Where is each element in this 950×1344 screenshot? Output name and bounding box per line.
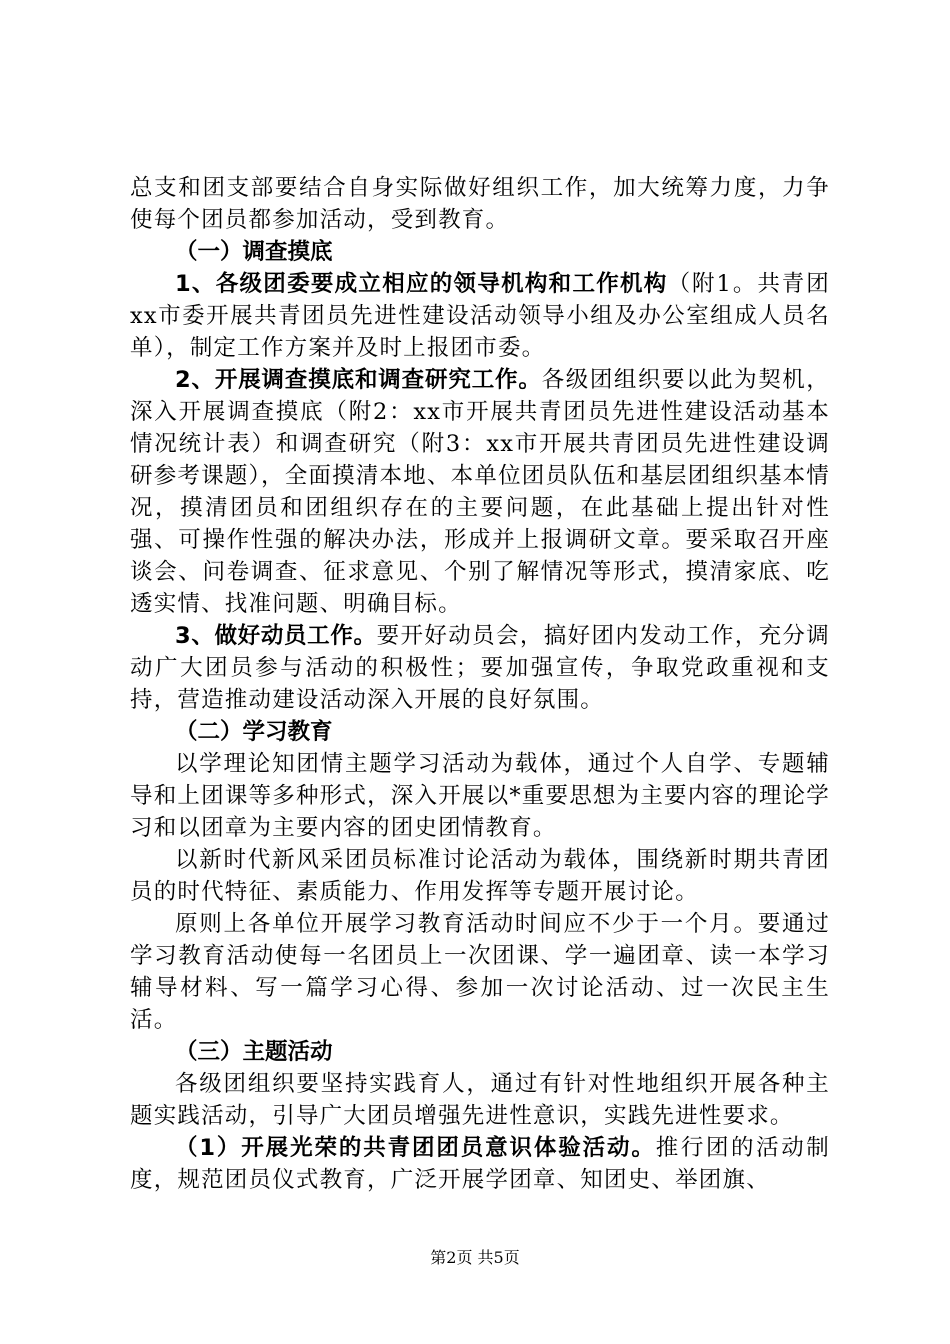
activity-1-title: （1）开展光荣的共青团团员意识体验活动。 xyxy=(175,1135,656,1161)
page-number-footer: 第2页 共5页 xyxy=(430,1248,520,1267)
paragraph-activities-intro: 各级团组织要坚持实践育人，通过有针对性地组织开展各种主题实践活动，引导广大团员增强先进性意识，实践先进性要求。 xyxy=(130,1071,830,1129)
paragraph-mobilization xyxy=(130,620,830,716)
paragraph-study-discussion: 以新时代新风采团员标准讨论活动为载体，围绕新时期共青团员的时代特征、素质能力、作用发挥等专题开展讨论。 xyxy=(130,847,830,905)
paragraph-activity-1 xyxy=(130,1132,830,1196)
document-body xyxy=(130,172,830,1196)
section-heading-activities: （三）主题活动 xyxy=(175,1039,333,1065)
item-2-text: 各级团组织要以此为契机，深入开展调查摸底（附2：xx市开展共青团员先进性建设活动基本情况统计表）和调查研究（附3：xx市开展共青团员先进性建设调研参考课题），全面摸清本地、本单位团员队伍和基层团组织基本情况，摸清团员和团组织存在的主要问题，在此基础上提出针对性强、可操作性强的解决办法，形成并上报调研文章。要采取召开座谈会、问卷调查、征求意见、个别了解情况等形式，摸清家底、吃透实情、找准问题、明确目标。 xyxy=(130,367,830,617)
paragraph-intro: 总支和团支部要结合自身实际做好组织工作，加大统筹力度，力争使每个团员都参加活动，受到教育。 xyxy=(130,175,830,233)
paragraph-leadership xyxy=(130,268,830,364)
item-3-title: 3、做好动员工作。 xyxy=(175,623,377,649)
item-2-title: 2、开展调查摸底和调查研究工作。 xyxy=(175,367,542,393)
section-heading-study: （二）学习教育 xyxy=(175,719,333,745)
paragraph-study-duration: 原则上各单位开展学习教育活动时间应不少于一个月。要通过学习教育活动使每一名团员上一次团课、学一遍团章、读一本学习辅导材料、写一篇学习心得、参加一次讨论活动、过一次民主生活。 xyxy=(130,911,830,1033)
section-heading-survey: （一）调查摸底 xyxy=(175,239,333,265)
item-3-text: 要开好动员会，搞好团内发动工作，充分调动广大团员参与活动的积极性；要加强宣传，争取党政重视和支持，营造推动建设活动深入开展的良好氛围。 xyxy=(130,623,830,713)
item-1-text: （附1。共青团xx市委开展共青团员先进性建设活动领导小组及办公室组成人员名单），制定工作方案并及时上报团市委。 xyxy=(130,271,830,361)
item-1-title: 1、各级团委要成立相应的领导机构和工作机构 xyxy=(175,271,668,297)
activity-1-text: 推行团的活动制度，规范团员仪式教育，广泛开展学团章、知团史、举团旗、 xyxy=(130,1135,830,1193)
paragraph-study-theory: 以学理论知团情主题学习活动为载体，通过个人自学、专题辅导和上团课等多种形式，深入开展以*重要思想为主要内容的理论学习和以团章为主要内容的团史团情教育。 xyxy=(130,751,830,841)
paragraph-research xyxy=(130,364,830,620)
